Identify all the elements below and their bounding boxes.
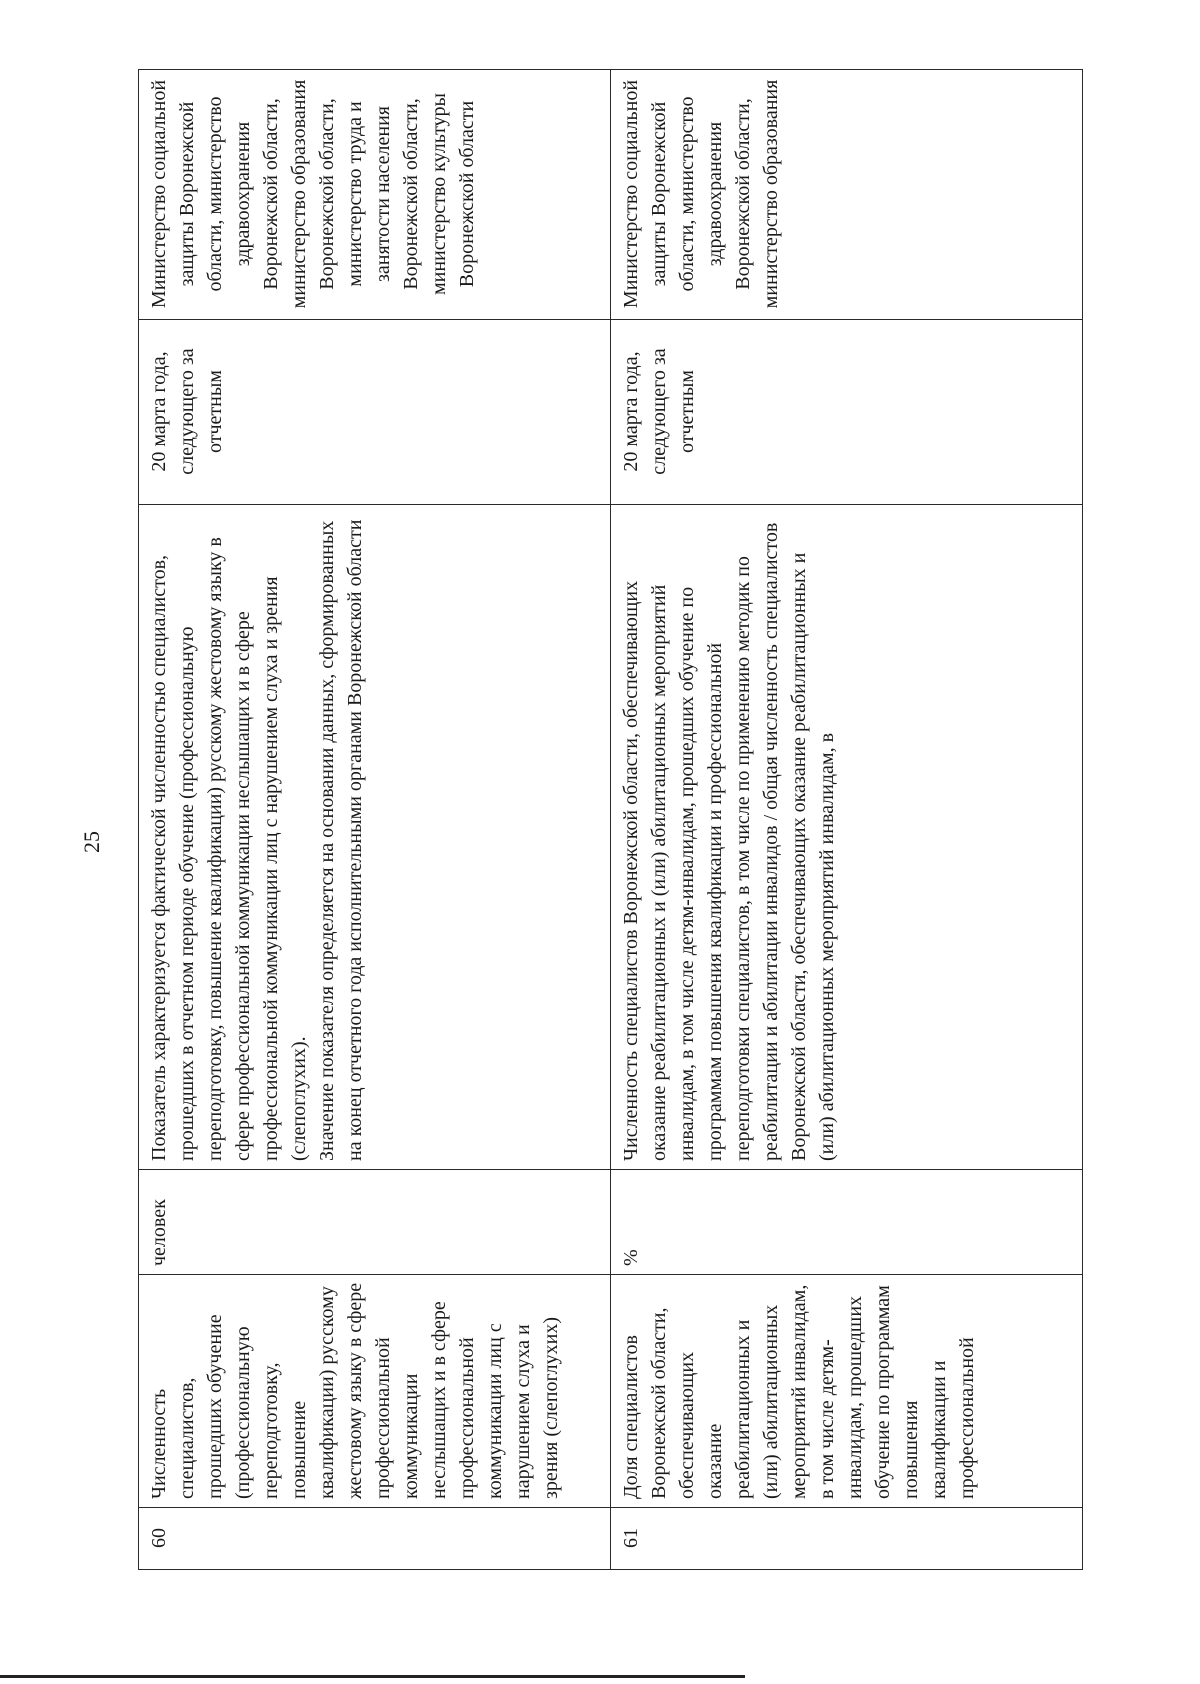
responsible-bodies: Министерство социальной защиты Воронежской области, министерство здравоохранения Воронежской области, министерство образования: [620, 79, 782, 309]
row-number-cell: [611, 1508, 1083, 1570]
responsible-cell: [139, 70, 611, 320]
responsible-bodies: Министерство социальной защиты Воронежской области, министерство здравоохранения Воронежской области, министерство образования Воронежской области, министерство труда и занятости населения Воронежской области, министерство культуры Воронежской области: [148, 79, 478, 309]
reporting-deadline: 20 марта года, следующего за отчетным: [148, 348, 226, 475]
deadline-cell: [139, 320, 611, 505]
unit-of-measure: %: [620, 1249, 642, 1266]
bottom-rule: [0, 1675, 745, 1678]
unit-cell: [611, 1170, 1083, 1275]
deadline-cell: [611, 320, 1083, 505]
reporting-deadline: 20 марта года, следующего за отчетным: [620, 348, 698, 475]
indicator-name: Численность специалистов, прошедших обучение (профессиональную переподготовку, повышение квалификации) русскому жестовому языку в сфере профессиональной коммуникации неслышащих и в сфере профессиональной коммуникации лиц с нарушением слуха и зрения (слепоглухих): [148, 1282, 562, 1499]
page-number: 25: [79, 831, 104, 853]
rotated-table-container: [138, 70, 1082, 1570]
row-number: 61: [620, 1528, 642, 1548]
row-number: 60: [148, 1528, 170, 1548]
responsible-cell: [611, 70, 1083, 320]
unit-of-measure: человек: [148, 1199, 170, 1266]
description-cell: [139, 505, 611, 1170]
indicator-name-cell: [139, 1275, 611, 1508]
indicators-table: [138, 69, 1083, 1570]
indicator-name-cell: [611, 1275, 1083, 1508]
unit-cell: [139, 1170, 611, 1275]
indicator-name: Доля специалистов Воронежской области, обеспечивающих оказание реабилитационных и (или) абилитационных мероприятий инвалидам, в том числе детям-инвалидам, прошедших обучение по программам повышения квалификации и профессиональной: [620, 1284, 978, 1499]
indicator-description: Показатель характеризуется фактической численностью специалистов, прошедших в отчетном периоде обучение (профессиональную переподготовку, повышение квалификации) русскому жестовому языку в сфере профессиональной коммуникации неслышащих и в сфере профессиональной коммуникации лиц с нарушением слуха и зрения (слепоглухих). Значение показателя определяется на основании данных, сформированных на конец отчетного года исполнительными органами Воронежской области: [148, 519, 366, 1161]
indicator-description: Численность специалистов Воронежской области, обеспечивающих оказание реабилитационных и (или) абилитационных мероприятий инвалидам, в том числе детям-инвалидам, прошедших обучение по программам повышения квалификации и профессиональной переподготовки специалистов, в том числе по применению методик по реабилитации и абилитации инвалидов / общая численность специалистов Воронежской области, обеспечивающих оказание реабилитационных и (или) абилитационных мероприятий инвалидам, в: [620, 522, 838, 1161]
description-cell: [611, 505, 1083, 1170]
table-row: [611, 70, 1083, 1570]
row-number-cell: [139, 1508, 611, 1570]
table-row: [139, 70, 611, 1570]
